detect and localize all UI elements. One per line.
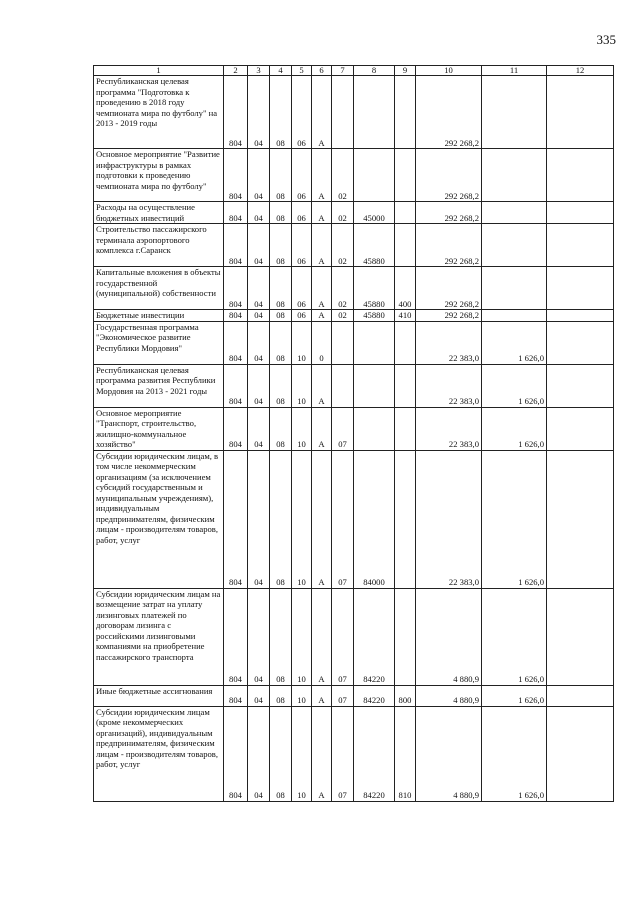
code-cell: 10 bbox=[292, 588, 312, 685]
code-cell: 410 bbox=[395, 310, 416, 322]
amount-cell bbox=[482, 267, 547, 310]
row-description: Республиканская целевая программа "Подготовка к проведению в 2018 году чемпионата мира по футболу" на 2013 - 2019 годы bbox=[94, 76, 224, 149]
column-header-12: 12 bbox=[547, 66, 614, 76]
code-cell: 07 bbox=[332, 588, 354, 685]
code-cell: 84000 bbox=[354, 450, 395, 588]
amount-cell bbox=[482, 224, 547, 267]
amount-cell bbox=[482, 202, 547, 224]
page-number: 335 bbox=[596, 32, 616, 47]
amount-cell: 292 268,2 bbox=[416, 149, 482, 202]
amount-cell bbox=[547, 588, 614, 685]
code-cell: 810 bbox=[395, 706, 416, 801]
table-row bbox=[94, 407, 614, 450]
column-header-2: 2 bbox=[224, 66, 248, 76]
code-cell: 804 bbox=[224, 321, 248, 364]
table-row bbox=[94, 706, 614, 801]
row-description: Строительство пассажирского терминала аэропортового комплекса г.Саранск bbox=[94, 224, 224, 267]
code-cell: 45880 bbox=[354, 267, 395, 310]
code-cell: 08 bbox=[270, 202, 292, 224]
column-header-1: 1 bbox=[94, 66, 224, 76]
code-cell: 08 bbox=[270, 450, 292, 588]
code-cell bbox=[354, 321, 395, 364]
amount-cell: 1 626,0 bbox=[482, 588, 547, 685]
code-cell: 45880 bbox=[354, 310, 395, 322]
code-cell: 804 bbox=[224, 149, 248, 202]
code-cell: 06 bbox=[292, 310, 312, 322]
code-cell: 04 bbox=[248, 364, 270, 407]
amount-cell bbox=[547, 149, 614, 202]
code-cell: 04 bbox=[248, 149, 270, 202]
table-row bbox=[94, 321, 614, 364]
column-header-5: 5 bbox=[292, 66, 312, 76]
code-cell: 804 bbox=[224, 76, 248, 149]
code-cell: 06 bbox=[292, 149, 312, 202]
code-cell: 08 bbox=[270, 267, 292, 310]
code-cell: 10 bbox=[292, 685, 312, 706]
code-cell: 804 bbox=[224, 310, 248, 322]
amount-cell: 292 268,2 bbox=[416, 267, 482, 310]
code-cell: 04 bbox=[248, 321, 270, 364]
code-cell: 06 bbox=[292, 267, 312, 310]
table-row bbox=[94, 310, 614, 322]
code-cell bbox=[395, 224, 416, 267]
code-cell: 04 bbox=[248, 685, 270, 706]
code-cell: А bbox=[312, 224, 332, 267]
code-cell: А bbox=[312, 202, 332, 224]
code-cell bbox=[354, 364, 395, 407]
code-cell: 08 bbox=[270, 706, 292, 801]
amount-cell: 4 880,9 bbox=[416, 588, 482, 685]
amount-cell bbox=[547, 685, 614, 706]
column-header-6: 6 bbox=[312, 66, 332, 76]
row-description: Капитальные вложения в объекты государственной (муниципальной) собственности bbox=[94, 267, 224, 310]
amount-cell: 1 626,0 bbox=[482, 407, 547, 450]
code-cell: 02 bbox=[332, 202, 354, 224]
code-cell: 800 bbox=[395, 685, 416, 706]
row-description: Субсидии юридическим лицам (кроме некоммерческих организаций), индивидуальным предпринимателям, физическим лицам - производителям товаров, работ, услуг bbox=[94, 706, 224, 801]
code-cell: А bbox=[312, 149, 332, 202]
column-header-10: 10 bbox=[416, 66, 482, 76]
amount-cell bbox=[547, 310, 614, 322]
amount-cell: 1 626,0 bbox=[482, 321, 547, 364]
table-row bbox=[94, 224, 614, 267]
table-row bbox=[94, 149, 614, 202]
code-cell: 400 bbox=[395, 267, 416, 310]
code-cell: 07 bbox=[332, 685, 354, 706]
row-description: Субсидии юридическим лицам на возмещение затрат на уплату лизинговых платежей по договорам лизинга с российскими лизинговыми компаниями на приобретение пассажирского транспорта bbox=[94, 588, 224, 685]
code-cell: 804 bbox=[224, 407, 248, 450]
amount-cell bbox=[547, 76, 614, 149]
code-cell bbox=[395, 149, 416, 202]
table-row bbox=[94, 267, 614, 310]
amount-cell: 292 268,2 bbox=[416, 202, 482, 224]
amount-cell: 22 383,0 bbox=[416, 364, 482, 407]
amount-cell: 1 626,0 bbox=[482, 706, 547, 801]
row-description: Субсидии юридическим лицам, в том числе некоммерческим организациям (за исключением субсидий государственным и муниципальным учреждениям), индивидуальным предпринимателям, физическим лицам - производителям товаров, работ, услуг bbox=[94, 450, 224, 588]
amount-cell: 4 880,9 bbox=[416, 685, 482, 706]
code-cell bbox=[332, 364, 354, 407]
amount-cell bbox=[482, 310, 547, 322]
code-cell: 04 bbox=[248, 310, 270, 322]
column-header-11: 11 bbox=[482, 66, 547, 76]
code-cell: 02 bbox=[332, 224, 354, 267]
code-cell bbox=[395, 202, 416, 224]
code-cell: А bbox=[312, 685, 332, 706]
amount-cell: 22 383,0 bbox=[416, 407, 482, 450]
code-cell: А bbox=[312, 706, 332, 801]
code-cell: А bbox=[312, 310, 332, 322]
code-cell: 04 bbox=[248, 706, 270, 801]
code-cell: 08 bbox=[270, 321, 292, 364]
amount-cell bbox=[547, 267, 614, 310]
code-cell: 08 bbox=[270, 310, 292, 322]
code-cell: А bbox=[312, 588, 332, 685]
column-header-3: 3 bbox=[248, 66, 270, 76]
code-cell: 84220 bbox=[354, 685, 395, 706]
amount-cell bbox=[482, 149, 547, 202]
row-description: Основное мероприятие "Транспорт, строительство, жилищно-коммунальное хозяйство" bbox=[94, 407, 224, 450]
code-cell: 08 bbox=[270, 407, 292, 450]
code-cell: 804 bbox=[224, 224, 248, 267]
table-row bbox=[94, 685, 614, 706]
table-row bbox=[94, 202, 614, 224]
code-cell: 10 bbox=[292, 364, 312, 407]
code-cell bbox=[354, 76, 395, 149]
code-cell: 04 bbox=[248, 202, 270, 224]
column-header-4: 4 bbox=[270, 66, 292, 76]
amount-cell bbox=[547, 202, 614, 224]
code-cell: 08 bbox=[270, 224, 292, 267]
column-header-8: 8 bbox=[354, 66, 395, 76]
code-cell bbox=[395, 407, 416, 450]
code-cell: 04 bbox=[248, 267, 270, 310]
row-description: Государственная программа "Экономическое развитие Республики Мордовия" bbox=[94, 321, 224, 364]
row-description: Основное мероприятие "Развитие инфраструктуры в рамках подготовки к проведению чемпионата мира по футболу" bbox=[94, 149, 224, 202]
code-cell: 804 bbox=[224, 588, 248, 685]
amount-cell bbox=[482, 76, 547, 149]
row-description: Иные бюджетные ассигнования bbox=[94, 685, 224, 706]
code-cell: 10 bbox=[292, 450, 312, 588]
table-row bbox=[94, 588, 614, 685]
amount-cell bbox=[547, 224, 614, 267]
amount-cell bbox=[547, 706, 614, 801]
code-cell: 84220 bbox=[354, 588, 395, 685]
amount-cell bbox=[547, 321, 614, 364]
code-cell: 04 bbox=[248, 224, 270, 267]
code-cell: 02 bbox=[332, 267, 354, 310]
code-cell: 04 bbox=[248, 588, 270, 685]
code-cell: 10 bbox=[292, 706, 312, 801]
amount-cell: 1 626,0 bbox=[482, 685, 547, 706]
amount-cell bbox=[547, 450, 614, 588]
code-cell: 07 bbox=[332, 407, 354, 450]
header-row bbox=[94, 66, 614, 76]
code-cell: 02 bbox=[332, 310, 354, 322]
code-cell: 06 bbox=[292, 76, 312, 149]
table-row bbox=[94, 450, 614, 588]
code-cell: 45000 bbox=[354, 202, 395, 224]
column-header-7: 7 bbox=[332, 66, 354, 76]
code-cell: А bbox=[312, 267, 332, 310]
code-cell: 04 bbox=[248, 76, 270, 149]
amount-cell: 1 626,0 bbox=[482, 450, 547, 588]
code-cell: 804 bbox=[224, 706, 248, 801]
row-description: Расходы на осуществление бюджетных инвестиций bbox=[94, 202, 224, 224]
row-description: Республиканская целевая программа развития Республики Мордовия на 2013 - 2021 годы bbox=[94, 364, 224, 407]
code-cell bbox=[395, 364, 416, 407]
code-cell bbox=[354, 149, 395, 202]
code-cell: 08 bbox=[270, 76, 292, 149]
code-cell: 06 bbox=[292, 224, 312, 267]
code-cell: 07 bbox=[332, 706, 354, 801]
amount-cell: 22 383,0 bbox=[416, 450, 482, 588]
column-header-9: 9 bbox=[395, 66, 416, 76]
table-row bbox=[94, 76, 614, 149]
code-cell: А bbox=[312, 407, 332, 450]
code-cell bbox=[395, 450, 416, 588]
code-cell: 02 bbox=[332, 149, 354, 202]
code-cell: А bbox=[312, 364, 332, 407]
code-cell: 07 bbox=[332, 450, 354, 588]
code-cell: 08 bbox=[270, 685, 292, 706]
code-cell: 04 bbox=[248, 450, 270, 588]
code-cell: 804 bbox=[224, 685, 248, 706]
code-cell bbox=[332, 321, 354, 364]
code-cell: 804 bbox=[224, 267, 248, 310]
table-body bbox=[94, 76, 614, 802]
code-cell: 06 bbox=[292, 202, 312, 224]
amount-cell bbox=[547, 364, 614, 407]
code-cell: 08 bbox=[270, 588, 292, 685]
code-cell: 10 bbox=[292, 407, 312, 450]
code-cell: 04 bbox=[248, 407, 270, 450]
code-cell: 84220 bbox=[354, 706, 395, 801]
code-cell: 45880 bbox=[354, 224, 395, 267]
code-cell: 08 bbox=[270, 364, 292, 407]
code-cell bbox=[395, 76, 416, 149]
amount-cell: 4 880,9 bbox=[416, 706, 482, 801]
amount-cell: 292 268,2 bbox=[416, 76, 482, 149]
code-cell bbox=[395, 588, 416, 685]
code-cell: 804 bbox=[224, 364, 248, 407]
code-cell: 804 bbox=[224, 202, 248, 224]
budget-table bbox=[93, 65, 614, 802]
amount-cell bbox=[547, 407, 614, 450]
code-cell: 10 bbox=[292, 321, 312, 364]
code-cell bbox=[395, 321, 416, 364]
code-cell: 0 bbox=[312, 321, 332, 364]
code-cell: 08 bbox=[270, 149, 292, 202]
amount-cell: 292 268,2 bbox=[416, 224, 482, 267]
code-cell: А bbox=[312, 76, 332, 149]
code-cell: 804 bbox=[224, 450, 248, 588]
table-row bbox=[94, 364, 614, 407]
code-cell bbox=[354, 407, 395, 450]
amount-cell: 292 268,2 bbox=[416, 310, 482, 322]
row-description: Бюджетные инвестиции bbox=[94, 310, 224, 322]
code-cell bbox=[332, 76, 354, 149]
code-cell: А bbox=[312, 450, 332, 588]
amount-cell: 22 383,0 bbox=[416, 321, 482, 364]
amount-cell: 1 626,0 bbox=[482, 364, 547, 407]
